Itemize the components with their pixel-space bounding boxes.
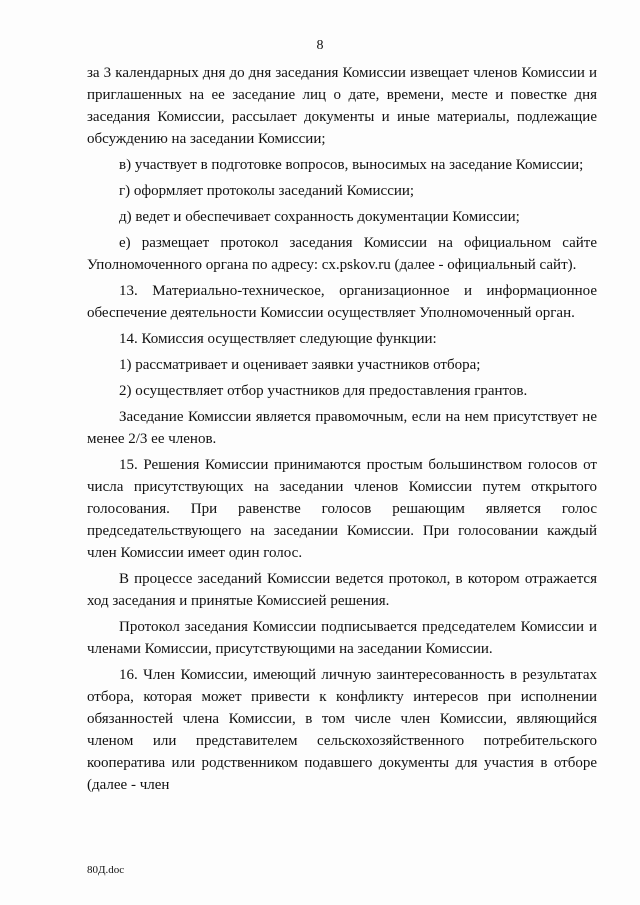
paragraph: д) ведет и обеспечивает сохранность документации Комиссии; [119, 209, 520, 225]
paragraph: 2) осуществляет отбор участников для предоставления грантов. [119, 383, 528, 399]
paragraph: 1) рассматривает и оценивает заявки участников отбора; [119, 357, 481, 373]
page-number: 8 [316, 38, 324, 53]
paragraph: за 3 календарных дня до дня заседания Комиссии извещает членов Комиссии и приглашенных на ее заседание лиц о дате, времени, месте и повестке дня заседания Комиссии, рассылает документы и иные материалы, подлежащие обсуждению на заседании Комиссии; [87, 65, 597, 147]
paragraph: В процессе заседаний Комиссии ведется протокол, в котором отражается ход заседания и принятые Комиссией решения. [87, 571, 597, 609]
paragraph: г) оформляет протоколы заседаний Комиссии; [119, 183, 415, 199]
paragraph: 14. Комиссия осуществляет следующие функции: [119, 331, 437, 347]
paragraph: Протокол заседания Комиссии подписывается председателем Комиссии и членами Комиссии, присутствующими на заседании Комиссии. [87, 619, 597, 657]
document-body [87, 62, 597, 796]
paragraph: е) размещает протокол заседания Комиссии на официальном сайте Уполномоченного органа по адресу: cx.pskov.ru (далее - официальный сайт). [87, 235, 597, 273]
footer-filename: 80Д.doc [87, 864, 125, 876]
paragraph: 13. Материально-техническое, организационное и информационное обеспечение деятельности Комиссии осуществляет Уполномоченный орган. [87, 283, 597, 321]
paragraph: в) участвует в подготовке вопросов, выносимых на заседание Комиссии; [119, 157, 584, 173]
paragraph: 15. Решения Комиссии принимаются простым большинством голосов от числа присутствующих на заседании членов Комиссии путем открытого голосования. При равенстве голосов решающим является голос председательствующего на заседании Комиссии. При голосовании каждый член Комиссии имеет один голос. [87, 457, 597, 561]
paragraph: 16. Член Комиссии, имеющий личную заинтересованность в результатах отбора, которая может привести к конфликту интересов при исполнении обязанностей члена Комиссии, в том числе член Комиссии, являющийся членом или представителем сельскохозяйственного потребительского кооператива или родственником подавшего документы для участия в отборе (далее - член [87, 667, 597, 793]
paragraph: Заседание Комиссии является правомочным, если на нем присутствует не менее 2/3 ее членов. [87, 409, 597, 447]
